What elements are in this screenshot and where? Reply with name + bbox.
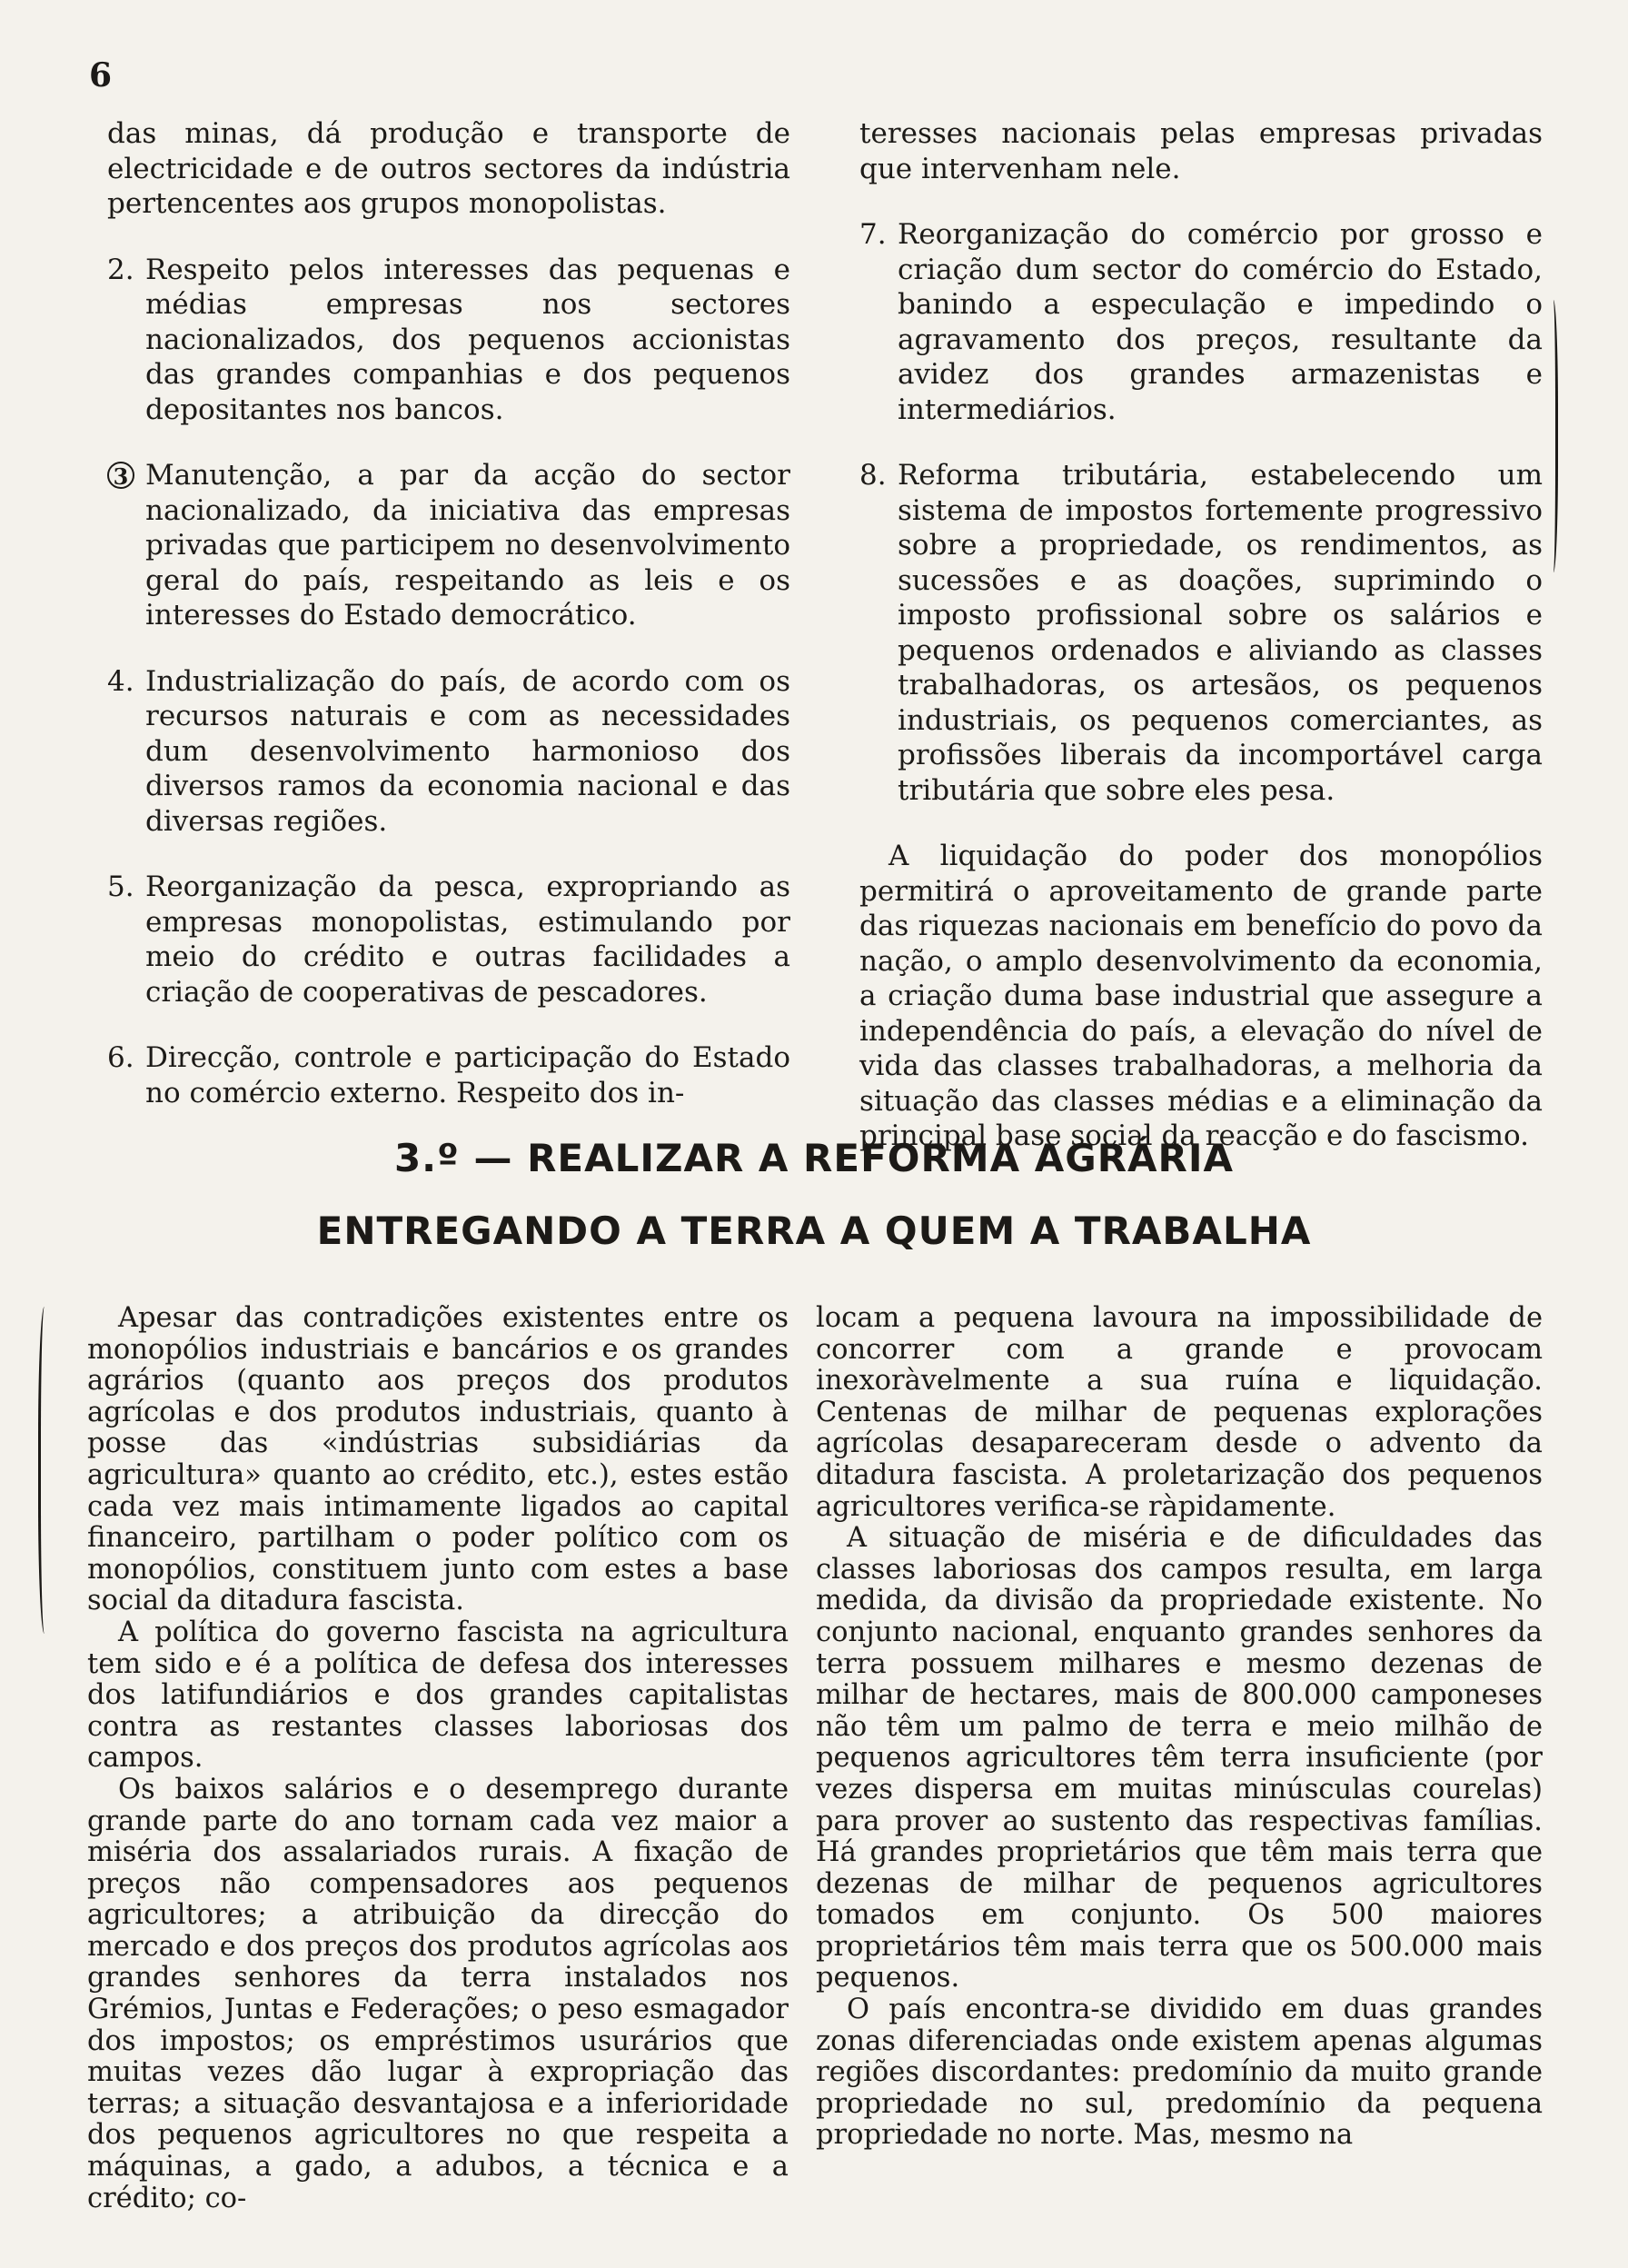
list-item	[859, 217, 1543, 427]
list-item	[107, 253, 790, 428]
margin-bracket-mark	[38, 1307, 54, 1634]
item-text: Manutenção, a par da acção do sector nacionalizado, da iniciativa das empresas privadas que participem no desenvolvimento geral do país, respeitando as leis e os interesses do Estado democrático.	[145, 459, 790, 632]
body-paragraph: A política do governo fascista na agricultura tem sido e é a política de defesa dos interesses dos latifundiários e dos grandes capitalistas contra as restantes classes laboriosas dos campos.	[87, 1616, 789, 1775]
top-right-intro: teresses nacionais pelas empresas privadas que intervenham nele.	[859, 117, 1543, 185]
item-number: 8.	[859, 459, 887, 492]
item-text: Industrialização do país, de acordo com os recursos naturais e com as necessidades dum desenvolvimento harmonioso dos diversos ramos da economia nacional e das diversas regiões.	[145, 664, 790, 838]
item-number: 2.	[107, 253, 134, 286]
top-right-column	[859, 116, 1543, 1154]
body-paragraph: locam a pequena lavoura na impossibilidade de concorrer com a grande e provocam inexoràvelmente a sua ruína e liquidação. Centenas de milhar de pequenas explorações agrícolas desapareceram desde o advento da ditadura fascista. A proletarização dos pequenos agricultores verifica-se ràpidamente.	[816, 1302, 1543, 1523]
list-item	[107, 458, 790, 633]
item-text: Reorganização da pesca, expropriando as empresas monopolistas, estimulando por meio do crédito e outras facilidades a criação de cooperativas de pescadores.	[145, 870, 790, 1009]
body-paragraph: Os baixos salários e o desemprego durante grande parte do ano tornam cada vez maior a miséria dos assalariados rurais. A fixação de preços não compensadores aos pequenos agricultores; a atribuição da direcção do mercado e dos preços dos produtos agrícolas aos grandes senhores da terra instalados nos Grémios, Juntas e Federações; o peso esmagador dos impostos; os empréstimos usurários que muitas vezes dão lugar à expropriação das terras; a situação desvantajosa e a inferioridade dos pequenos agricultores no que respeita a máquinas, a gado, a adubos, a técnica e a crédito; co-	[87, 1773, 789, 2214]
item-number	[107, 458, 145, 633]
body-paragraph: A situação de miséria e de dificuldades das classes laboriosas dos campos resulta, em larga medida, da divisão da propriedade existente. No conjunto nacional, enquanto grandes senhores da terra possuem milhares e mesmo dezenas de milhar de hectares, mais de 800.000 camponeses não têm um palmo de terra e meio milhão de pequenos agricultores têm terra insuficiente (por vezes dispersa em muitas minúsculas courelas) para prover ao sustento das respectivas famílias. Há grandes proprietários que têm mais terra que dezenas de milhar de pequenos agricultores tomados em conjunto. Os 500 maiores proprietários têm mais terra que os 500.000 mais pequenos.	[816, 1522, 1543, 1994]
list-item	[859, 458, 1543, 808]
section-subtitle: ENTREGANDO A TERRA A QUEM A TRABALHA	[316, 1209, 1312, 1253]
item-number: 4.	[107, 664, 134, 698]
bottom-right-column	[816, 1303, 1543, 2214]
top-left-column	[107, 116, 790, 1154]
item-text: Reforma tributária, estabelecendo um sistema de impostos fortemente progressivo sobre a propriedade, os rendimentos, as sucessões e as doações, suprimindo o imposto profissional sobre os salários e pequenos ordenados e aliviando as classes trabalhadoras, os artesãos, os pequenos industriais, os pequenos comerciantes, as profissões liberais da incomportável carga tributária que sobre eles pesa.	[898, 459, 1543, 807]
closing-paragraph: A liquidação do poder dos monopólios permitirá o aproveitamento de grande parte das riquezas nacionais em benefício do povo da nação, o amplo desenvolvimento da economia, a criação duma base industrial que assegure a independência do país, a elevação do nível de vida das classes trabalhadoras, a melhoria da situação das classes médias e a eliminação da principal base social da reacção e do fascismo.	[859, 840, 1543, 1152]
body-paragraph: O país encontra-se dividido em duas grandes zonas diferenciadas onde existem apenas algumas regiões discordantes: predomínio da muito grande propriedade no sul, predomínio da pequena propriedade no norte. Mas, mesmo na	[816, 1994, 1543, 2152]
section-title: 3.º — REALIZAR A REFORMA AGRÁRIA	[393, 1136, 1235, 1180]
bottom-columns	[53, 1303, 1543, 2214]
item-number: 7.	[859, 218, 887, 251]
item-text: Reorganização do comércio por grosso e criação dum sector do comércio do Estado, banindo a especulação e impedindo o agravamento dos preços, resultante da avidez dos grandes armazenistas e intermediários.	[898, 218, 1543, 426]
circled-item-number: 3	[107, 462, 134, 489]
margin-bracket-mark	[1546, 300, 1558, 572]
top-left-intro: das minas, dá produção e transporte de electricidade e de outros sectores da indústria pertencentes aos grupos monopolistas.	[107, 117, 790, 220]
bottom-left-column	[53, 1303, 789, 2214]
list-item	[107, 1040, 790, 1110]
top-columns	[107, 116, 1543, 1154]
item-text: Respeito pelos interesses das pequenas e médias empresas nos sectores nacionalizados, dos pequenos accionistas das grandes companhias e dos pequenos depositantes nos bancos.	[145, 253, 790, 426]
list-item	[107, 870, 790, 1010]
list-item	[107, 664, 790, 840]
item-text: Direcção, controle e participação do Estado no comércio externo. Respeito dos in-	[145, 1041, 790, 1109]
item-number: 6.	[107, 1041, 134, 1074]
page-number: 6	[89, 56, 113, 94]
item-number: 5.	[107, 870, 134, 903]
body-paragraph: Apesar das contradições existentes entre os monopólios industriais e bancários e os grandes agrários (quanto aos preços dos produtos agrícolas e dos produtos industriais, quanto à posse das «indústrias subsidiárias da agricultura» quanto ao crédito, etc.), estes estão cada vez mais intimamente ligados ao capital financeiro, partilham o poder político com os monopólios, constituem junto com estes a base social da ditadura fascista.	[87, 1302, 789, 1617]
